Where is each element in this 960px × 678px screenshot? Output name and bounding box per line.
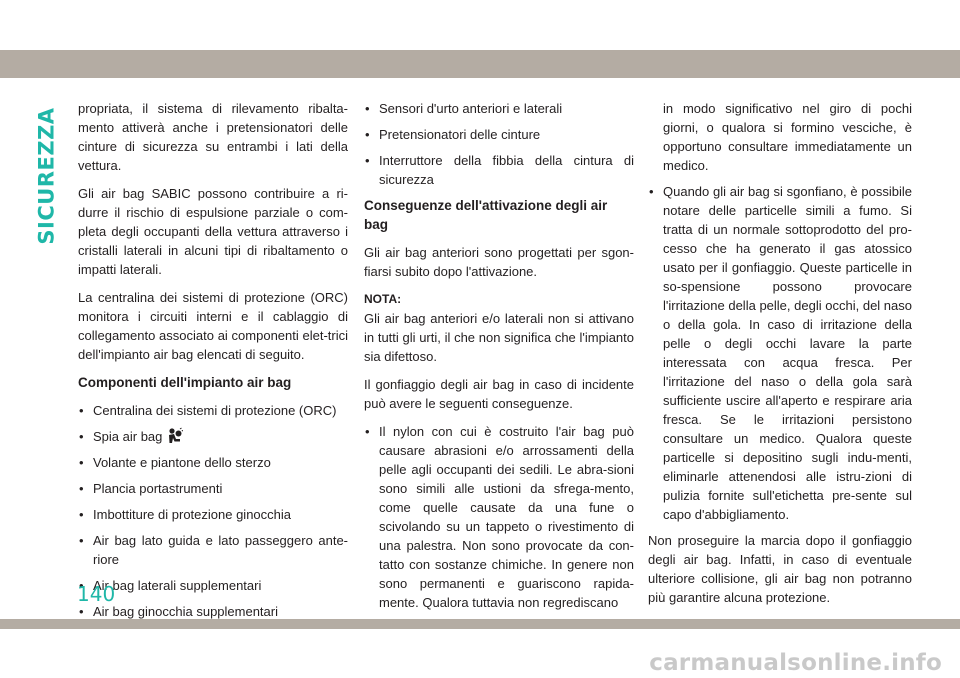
- section-heading: Componenti dell'impianto air bag: [78, 375, 292, 390]
- list-item: • Air bag ginocchia supplementari: [78, 602, 348, 621]
- airbag-warning-icon: [165, 427, 183, 445]
- section-heading: Conseguenze dell'attivazione degli air bag: [364, 198, 608, 232]
- list-item: • Sensori d'urto anteriori e laterali: [364, 99, 634, 118]
- list-item: • Centralina dei sistemi di protezione (ORC): [78, 401, 348, 420]
- consequence-list: [364, 422, 634, 612]
- list-item: • Air bag laterali supplementari: [78, 576, 348, 595]
- list-item: • Il nylon con cui è costruito l'air bag può causare abrasioni e/o arrossamenti della pelle agli occupanti dei sedili. Le abra-sioni sono simili alle ustioni da sfrega-mento, come quelle causate da una fune o scivolando su un tappeto o rivestimento di una palestra. Non sono provocate da con-tatto con sostanze chimiche. In genere non sono permanenti e guariscono rapida-mente. Qualora tuttavia non regrediscano: [364, 422, 634, 612]
- note-label: NOTA:: [364, 292, 402, 306]
- column-1: [78, 99, 348, 628]
- watermark: carmanualsonline.info: [649, 650, 942, 676]
- column-2: [364, 99, 634, 619]
- paragraph: Gli air bag anteriori sono progettati per sgon-fiarsi subito dopo l'attivazione.: [364, 245, 634, 279]
- list-item: • Plancia portastrumenti: [78, 479, 348, 498]
- section-tab-label: SICUREZZA: [35, 107, 59, 245]
- footer-band: [0, 619, 960, 629]
- list-item-label: Spia air bag: [93, 429, 163, 444]
- list-item: • Quando gli air bag si sgonfiano, è possibile notare delle particelle simili a fumo. Si tratta di un normale sottoprodotto del pro-cesso che ha generato il gas atossico usato per il gonfiaggio. Queste particelle in so-spensione possono provocare l'irritazione della pelle, degli occhi, del naso o della gola. In caso di irritazione della pelle o degli occhi lavare la parte interessata con acqua fresca. Per l'irritazione del naso o della gola sarà sufficiente uscire all'aperto e respirare aria fresca. Se le irritazioni persistono consultare un medico. Qualora queste particelle si depositino sugli indu-menti, eliminarle attenendosi alle istru-zioni di pulizia fornite sull'etichetta pre-sente sul capo d'abbigliamento.: [648, 182, 912, 524]
- section-tab: [32, 96, 62, 256]
- list-item: [78, 427, 348, 446]
- paragraph: Il gonfiaggio degli air bag in caso di incidente può avere le seguenti conseguenze.: [364, 377, 634, 411]
- list-item: • Imbottiture di protezione ginocchia: [78, 505, 348, 524]
- note: [364, 290, 634, 366]
- list-item: • Interruttore della fibbia della cintura di sicurezza: [364, 151, 634, 189]
- list-item: • Air bag lato guida e lato passeggero ante-riore: [78, 531, 348, 569]
- page-number: 140: [77, 582, 116, 606]
- paragraph: Non proseguire la marcia dopo il gonfiaggio degli air bag. Infatti, in caso di eventuale ulteriore collisione, gli air bag non potranno più garantire alcuna protezione.: [648, 533, 912, 605]
- column-3: [648, 99, 912, 616]
- paragraph: La centralina dei sistemi di protezione (ORC) monitora i circuiti interni e il cablaggio di collegamento associato ai componenti elet-trici dell'impianto air bag elencati di seguito.: [78, 290, 348, 362]
- sensor-list: [364, 99, 634, 189]
- note-text: Gli air bag anteriori e/o laterali non si attivano in tutti gli urti, il che non significa che l'impianto sia difettoso.: [364, 311, 634, 364]
- paragraph: propriata, il sistema di rilevamento ribalta-mento attiverà anche i pretensionatori delle cinture di sicurezza su entrambi i lati della vettura.: [78, 101, 348, 173]
- component-list: [78, 401, 348, 621]
- paragraph: Gli air bag SABIC possono contribuire a ri-durre il rischio di espulsione parziale o com-pleta degli occupanti della vettura attraverso i cristalli laterali in alcuni tipi di ribaltamento o impatti laterali.: [78, 186, 348, 277]
- list-item-continuation: in modo significativo nel giro di pochi giorni, o qualora si formino vesciche, è opportuno consultare immediatamente un medico.: [663, 101, 912, 173]
- list-item: • Pretensionatori delle cinture: [364, 125, 634, 144]
- consequence-list: [648, 182, 912, 524]
- list-item: • Volante e piantone dello sterzo: [78, 453, 348, 472]
- header-band: [0, 50, 960, 78]
